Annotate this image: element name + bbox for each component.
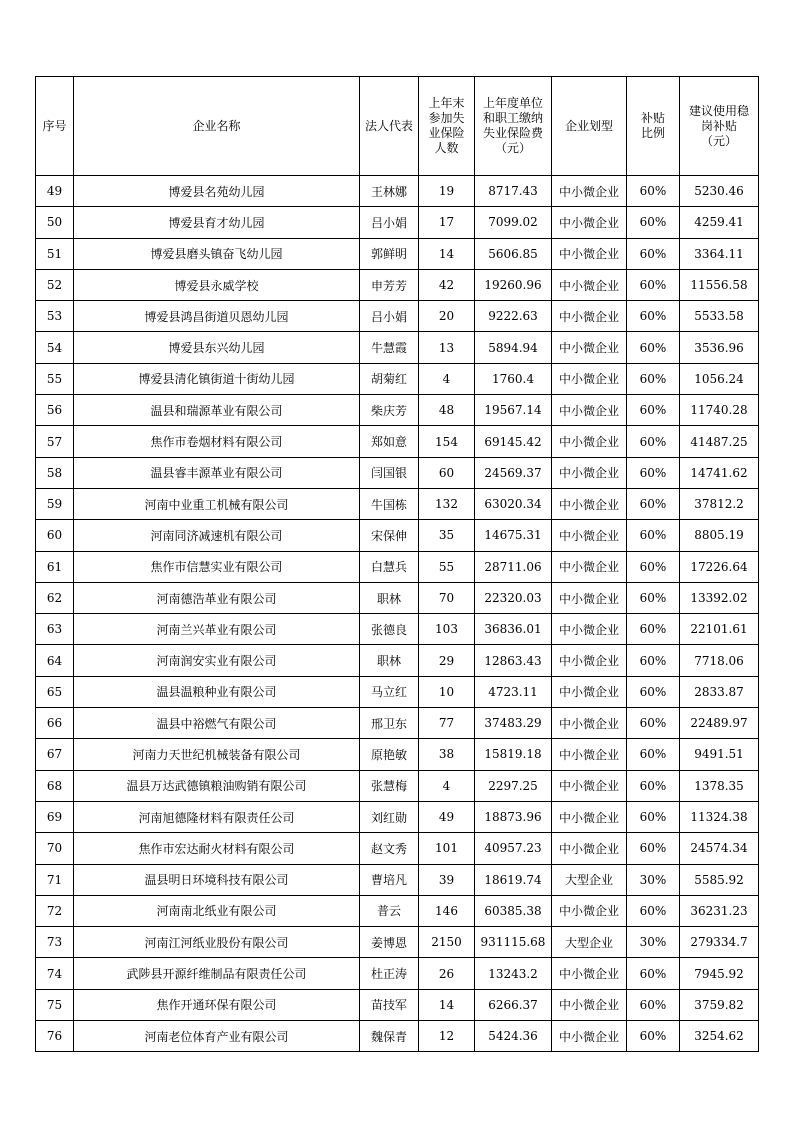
cell-company-name: 博爱县鸿昌街道贝恩幼儿园 [74,301,360,332]
cell-seq: 75 [36,989,74,1020]
cell-insurance-fee: 5424.36 [475,1021,552,1052]
cell-insured-count: 4 [419,770,475,801]
cell-seq: 53 [36,301,74,332]
cell-seq: 51 [36,238,74,269]
cell-legal-rep: 马立红 [360,676,419,707]
cell-legal-rep: 吕小娟 [360,207,419,238]
cell-company-name: 博爱县东兴幼儿园 [74,332,360,363]
cell-subsidy-ratio: 30% [627,864,680,895]
cell-insured-count: 26 [419,958,475,989]
cell-suggested-subsidy: 22489.97 [680,708,759,739]
cell-seq: 76 [36,1021,74,1052]
cell-enterprise-type: 中小微企业 [552,645,627,676]
cell-seq: 49 [36,176,74,207]
cell-suggested-subsidy: 5533.58 [680,301,759,332]
cell-legal-rep: 郭鲜明 [360,238,419,269]
cell-insurance-fee: 9222.63 [475,301,552,332]
cell-suggested-subsidy: 7718.06 [680,645,759,676]
cell-insured-count: 77 [419,708,475,739]
cell-legal-rep: 邢卫东 [360,708,419,739]
cell-company-name: 河南南北纸业有限公司 [74,895,360,926]
cell-insured-count: 14 [419,989,475,1020]
cell-insurance-fee: 8717.43 [475,176,552,207]
table-row [36,332,759,363]
cell-seq: 63 [36,614,74,645]
cell-legal-rep: 曹培凡 [360,864,419,895]
cell-subsidy-ratio: 60% [627,989,680,1020]
table-row [36,426,759,457]
cell-subsidy-ratio: 60% [627,363,680,394]
cell-legal-rep: 原艳敏 [360,739,419,770]
cell-suggested-subsidy: 11324.38 [680,801,759,832]
cell-seq: 59 [36,488,74,519]
cell-suggested-subsidy: 1056.24 [680,363,759,394]
table-row [36,363,759,394]
cell-enterprise-type: 中小微企业 [552,739,627,770]
cell-insurance-fee: 19260.96 [475,269,552,300]
cell-insured-count: 2150 [419,927,475,958]
table-row [36,864,759,895]
cell-legal-rep: 张慧梅 [360,770,419,801]
cell-company-name: 博爱县磨头镇奋飞幼儿园 [74,238,360,269]
cell-company-name: 河南同济减速机有限公司 [74,520,360,551]
cell-legal-rep: 职林 [360,645,419,676]
cell-enterprise-type: 中小微企业 [552,895,627,926]
cell-subsidy-ratio: 60% [627,520,680,551]
cell-legal-rep: 普云 [360,895,419,926]
header-row [36,77,759,176]
table-row [36,551,759,582]
cell-seq: 68 [36,770,74,801]
cell-suggested-subsidy: 8805.19 [680,520,759,551]
cell-insured-count: 14 [419,238,475,269]
cell-legal-rep: 郑如意 [360,426,419,457]
table-row [36,958,759,989]
cell-legal-rep: 姜博恩 [360,927,419,958]
header-subsidy-ratio: 补贴 比例 [627,77,680,176]
cell-enterprise-type: 中小微企业 [552,207,627,238]
cell-company-name: 焦作开通环保有限公司 [74,989,360,1020]
cell-insured-count: 38 [419,739,475,770]
cell-insurance-fee: 28711.06 [475,551,552,582]
cell-insured-count: 4 [419,363,475,394]
cell-subsidy-ratio: 60% [627,833,680,864]
cell-insured-count: 70 [419,582,475,613]
header-suggested-subsidy: 建议使用稳 岗补贴 （元） [680,77,759,176]
cell-insurance-fee: 69145.42 [475,426,552,457]
cell-enterprise-type: 中小微企业 [552,770,627,801]
cell-enterprise-type: 中小微企业 [552,833,627,864]
cell-enterprise-type: 中小微企业 [552,457,627,488]
cell-suggested-subsidy: 37812.2 [680,488,759,519]
cell-enterprise-type: 中小微企业 [552,989,627,1020]
cell-company-name: 河南润安实业有限公司 [74,645,360,676]
cell-suggested-subsidy: 9491.51 [680,739,759,770]
cell-insured-count: 17 [419,207,475,238]
cell-insurance-fee: 63020.34 [475,488,552,519]
cell-insured-count: 42 [419,269,475,300]
cell-subsidy-ratio: 60% [627,238,680,269]
cell-suggested-subsidy: 1378.35 [680,770,759,801]
cell-suggested-subsidy: 2833.87 [680,676,759,707]
cell-insurance-fee: 18619.74 [475,864,552,895]
cell-legal-rep: 申芳芳 [360,269,419,300]
cell-legal-rep: 牛慧霞 [360,332,419,363]
cell-seq: 70 [36,833,74,864]
cell-company-name: 河南德浩革业有限公司 [74,582,360,613]
cell-insurance-fee: 40957.23 [475,833,552,864]
cell-enterprise-type: 中小微企业 [552,332,627,363]
cell-enterprise-type: 中小微企业 [552,238,627,269]
cell-subsidy-ratio: 60% [627,958,680,989]
cell-seq: 50 [36,207,74,238]
cell-seq: 61 [36,551,74,582]
cell-insured-count: 146 [419,895,475,926]
cell-suggested-subsidy: 41487.25 [680,426,759,457]
table-row [36,269,759,300]
cell-enterprise-type: 中小微企业 [552,301,627,332]
cell-company-name: 焦作市宏达耐火材料有限公司 [74,833,360,864]
cell-insurance-fee: 13243.2 [475,958,552,989]
cell-suggested-subsidy: 11740.28 [680,395,759,426]
table-row [36,457,759,488]
header-company-name: 企业名称 [74,77,360,176]
header-seq: 序号 [36,77,74,176]
cell-suggested-subsidy: 22101.61 [680,614,759,645]
table-row [36,520,759,551]
cell-insurance-fee: 14675.31 [475,520,552,551]
cell-insurance-fee: 2297.25 [475,770,552,801]
cell-seq: 65 [36,676,74,707]
cell-insurance-fee: 18873.96 [475,801,552,832]
cell-insured-count: 35 [419,520,475,551]
cell-legal-rep: 杜正涛 [360,958,419,989]
cell-company-name: 河南中业重工机械有限公司 [74,488,360,519]
table-row [36,895,759,926]
cell-insurance-fee: 15819.18 [475,739,552,770]
cell-insurance-fee: 4723.11 [475,676,552,707]
table-row [36,238,759,269]
cell-insurance-fee: 1760.4 [475,363,552,394]
cell-seq: 55 [36,363,74,394]
cell-enterprise-type: 中小微企业 [552,520,627,551]
cell-insured-count: 154 [419,426,475,457]
cell-suggested-subsidy: 36231.23 [680,895,759,926]
cell-subsidy-ratio: 60% [627,582,680,613]
cell-seq: 58 [36,457,74,488]
cell-legal-rep: 魏保青 [360,1021,419,1052]
table-row [36,927,759,958]
cell-seq: 54 [36,332,74,363]
cell-suggested-subsidy: 11556.58 [680,269,759,300]
cell-insured-count: 29 [419,645,475,676]
cell-enterprise-type: 中小微企业 [552,614,627,645]
cell-seq: 60 [36,520,74,551]
cell-enterprise-type: 大型企业 [552,864,627,895]
cell-insured-count: 20 [419,301,475,332]
cell-insured-count: 49 [419,801,475,832]
table-row [36,833,759,864]
cell-enterprise-type: 中小微企业 [552,551,627,582]
cell-insurance-fee: 60385.38 [475,895,552,926]
cell-enterprise-type: 中小微企业 [552,363,627,394]
cell-insured-count: 48 [419,395,475,426]
cell-insured-count: 19 [419,176,475,207]
table-row [36,1021,759,1052]
cell-enterprise-type: 中小微企业 [552,958,627,989]
table-row [36,645,759,676]
cell-subsidy-ratio: 60% [627,426,680,457]
cell-enterprise-type: 大型企业 [552,927,627,958]
cell-insurance-fee: 5894.94 [475,332,552,363]
cell-enterprise-type: 中小微企业 [552,176,627,207]
table-row [36,176,759,207]
cell-legal-rep: 闫国银 [360,457,419,488]
cell-insured-count: 10 [419,676,475,707]
cell-insurance-fee: 931115.68 [475,927,552,958]
cell-company-name: 博爱县育才幼儿园 [74,207,360,238]
cell-insured-count: 60 [419,457,475,488]
table-row [36,582,759,613]
cell-company-name: 博爱县永威学校 [74,269,360,300]
cell-subsidy-ratio: 60% [627,645,680,676]
header-legal-rep: 法人代表 [360,77,419,176]
cell-subsidy-ratio: 60% [627,770,680,801]
cell-insurance-fee: 37483.29 [475,708,552,739]
cell-enterprise-type: 中小微企业 [552,676,627,707]
cell-insurance-fee: 5606.85 [475,238,552,269]
cell-insurance-fee: 24569.37 [475,457,552,488]
cell-company-name: 温县睿丰源革业有限公司 [74,457,360,488]
cell-subsidy-ratio: 60% [627,176,680,207]
cell-company-name: 河南兰兴革业有限公司 [74,614,360,645]
cell-company-name: 河南老位体育产业有限公司 [74,1021,360,1052]
cell-insured-count: 103 [419,614,475,645]
subsidy-table [35,76,759,1052]
table-row [36,301,759,332]
table-row [36,676,759,707]
cell-subsidy-ratio: 60% [627,488,680,519]
cell-enterprise-type: 中小微企业 [552,582,627,613]
header-enterprise-type: 企业划型 [552,77,627,176]
cell-enterprise-type: 中小微企业 [552,395,627,426]
cell-insured-count: 101 [419,833,475,864]
header-insurance-fee: 上年度单位 和职工缴纳 失业保险费 （元） [475,77,552,176]
cell-seq: 56 [36,395,74,426]
table-row [36,801,759,832]
cell-suggested-subsidy: 17226.64 [680,551,759,582]
cell-subsidy-ratio: 60% [627,1021,680,1052]
cell-suggested-subsidy: 13392.02 [680,582,759,613]
cell-suggested-subsidy: 3759.82 [680,989,759,1020]
table-row [36,739,759,770]
table-row [36,207,759,238]
cell-subsidy-ratio: 60% [627,551,680,582]
cell-insurance-fee: 36836.01 [475,614,552,645]
cell-suggested-subsidy: 24574.34 [680,833,759,864]
table-row [36,488,759,519]
cell-subsidy-ratio: 30% [627,927,680,958]
cell-suggested-subsidy: 5230.46 [680,176,759,207]
cell-legal-rep: 职林 [360,582,419,613]
header-insured-count: 上年末 参加失 业保险 人数 [419,77,475,176]
cell-subsidy-ratio: 60% [627,207,680,238]
table-row [36,614,759,645]
cell-seq: 72 [36,895,74,926]
cell-subsidy-ratio: 60% [627,801,680,832]
cell-company-name: 焦作市信慧实业有限公司 [74,551,360,582]
cell-company-name: 温县万达武德镇粮油购销有限公司 [74,770,360,801]
cell-enterprise-type: 中小微企业 [552,488,627,519]
cell-legal-rep: 刘红勋 [360,801,419,832]
cell-legal-rep: 赵文秀 [360,833,419,864]
cell-insurance-fee: 7099.02 [475,207,552,238]
cell-subsidy-ratio: 60% [627,457,680,488]
cell-seq: 57 [36,426,74,457]
cell-insurance-fee: 22320.03 [475,582,552,613]
cell-seq: 67 [36,739,74,770]
cell-insurance-fee: 6266.37 [475,989,552,1020]
cell-suggested-subsidy: 3364.11 [680,238,759,269]
cell-suggested-subsidy: 7945.92 [680,958,759,989]
table-body [36,176,759,1052]
cell-suggested-subsidy: 14741.62 [680,457,759,488]
cell-suggested-subsidy: 279334.7 [680,927,759,958]
cell-company-name: 武陟县开源纤维制品有限责任公司 [74,958,360,989]
cell-insured-count: 55 [419,551,475,582]
cell-legal-rep: 苗技军 [360,989,419,1020]
cell-seq: 69 [36,801,74,832]
cell-enterprise-type: 中小微企业 [552,708,627,739]
cell-enterprise-type: 中小微企业 [552,269,627,300]
cell-subsidy-ratio: 60% [627,269,680,300]
cell-suggested-subsidy: 3536.96 [680,332,759,363]
cell-legal-rep: 王林娜 [360,176,419,207]
table-row [36,708,759,739]
cell-subsidy-ratio: 60% [627,739,680,770]
cell-company-name: 温县明日环境科技有限公司 [74,864,360,895]
cell-insured-count: 13 [419,332,475,363]
cell-suggested-subsidy: 4259.41 [680,207,759,238]
cell-legal-rep: 宋保伸 [360,520,419,551]
cell-legal-rep: 白慧兵 [360,551,419,582]
cell-seq: 71 [36,864,74,895]
cell-seq: 64 [36,645,74,676]
cell-enterprise-type: 中小微企业 [552,426,627,457]
cell-subsidy-ratio: 60% [627,676,680,707]
cell-seq: 66 [36,708,74,739]
cell-company-name: 温县中裕燃气有限公司 [74,708,360,739]
cell-company-name: 河南力天世纪机械装备有限公司 [74,739,360,770]
cell-seq: 52 [36,269,74,300]
table-row [36,395,759,426]
cell-suggested-subsidy: 5585.92 [680,864,759,895]
cell-legal-rep: 胡菊红 [360,363,419,394]
cell-seq: 62 [36,582,74,613]
cell-company-name: 焦作市卷烟材料有限公司 [74,426,360,457]
cell-subsidy-ratio: 60% [627,395,680,426]
table-row [36,989,759,1020]
cell-insured-count: 39 [419,864,475,895]
cell-legal-rep: 张德良 [360,614,419,645]
cell-legal-rep: 牛国栋 [360,488,419,519]
cell-insurance-fee: 12863.43 [475,645,552,676]
cell-subsidy-ratio: 60% [627,614,680,645]
cell-company-name: 博爱县名苑幼儿园 [74,176,360,207]
cell-legal-rep: 柴庆芳 [360,395,419,426]
cell-company-name: 温县和瑞源革业有限公司 [74,395,360,426]
cell-subsidy-ratio: 60% [627,301,680,332]
cell-company-name: 河南旭德隆材料有限责任公司 [74,801,360,832]
cell-company-name: 河南江河纸业股份有限公司 [74,927,360,958]
cell-company-name: 博爱县清化镇街道十街幼儿园 [74,363,360,394]
cell-subsidy-ratio: 60% [627,332,680,363]
cell-subsidy-ratio: 60% [627,895,680,926]
cell-insured-count: 12 [419,1021,475,1052]
cell-subsidy-ratio: 60% [627,708,680,739]
table-row [36,770,759,801]
cell-enterprise-type: 中小微企业 [552,1021,627,1052]
cell-legal-rep: 吕小娟 [360,301,419,332]
cell-suggested-subsidy: 3254.62 [680,1021,759,1052]
cell-company-name: 温县温粮种业有限公司 [74,676,360,707]
cell-seq: 74 [36,958,74,989]
cell-enterprise-type: 中小微企业 [552,801,627,832]
cell-insurance-fee: 19567.14 [475,395,552,426]
cell-seq: 73 [36,927,74,958]
cell-insured-count: 132 [419,488,475,519]
